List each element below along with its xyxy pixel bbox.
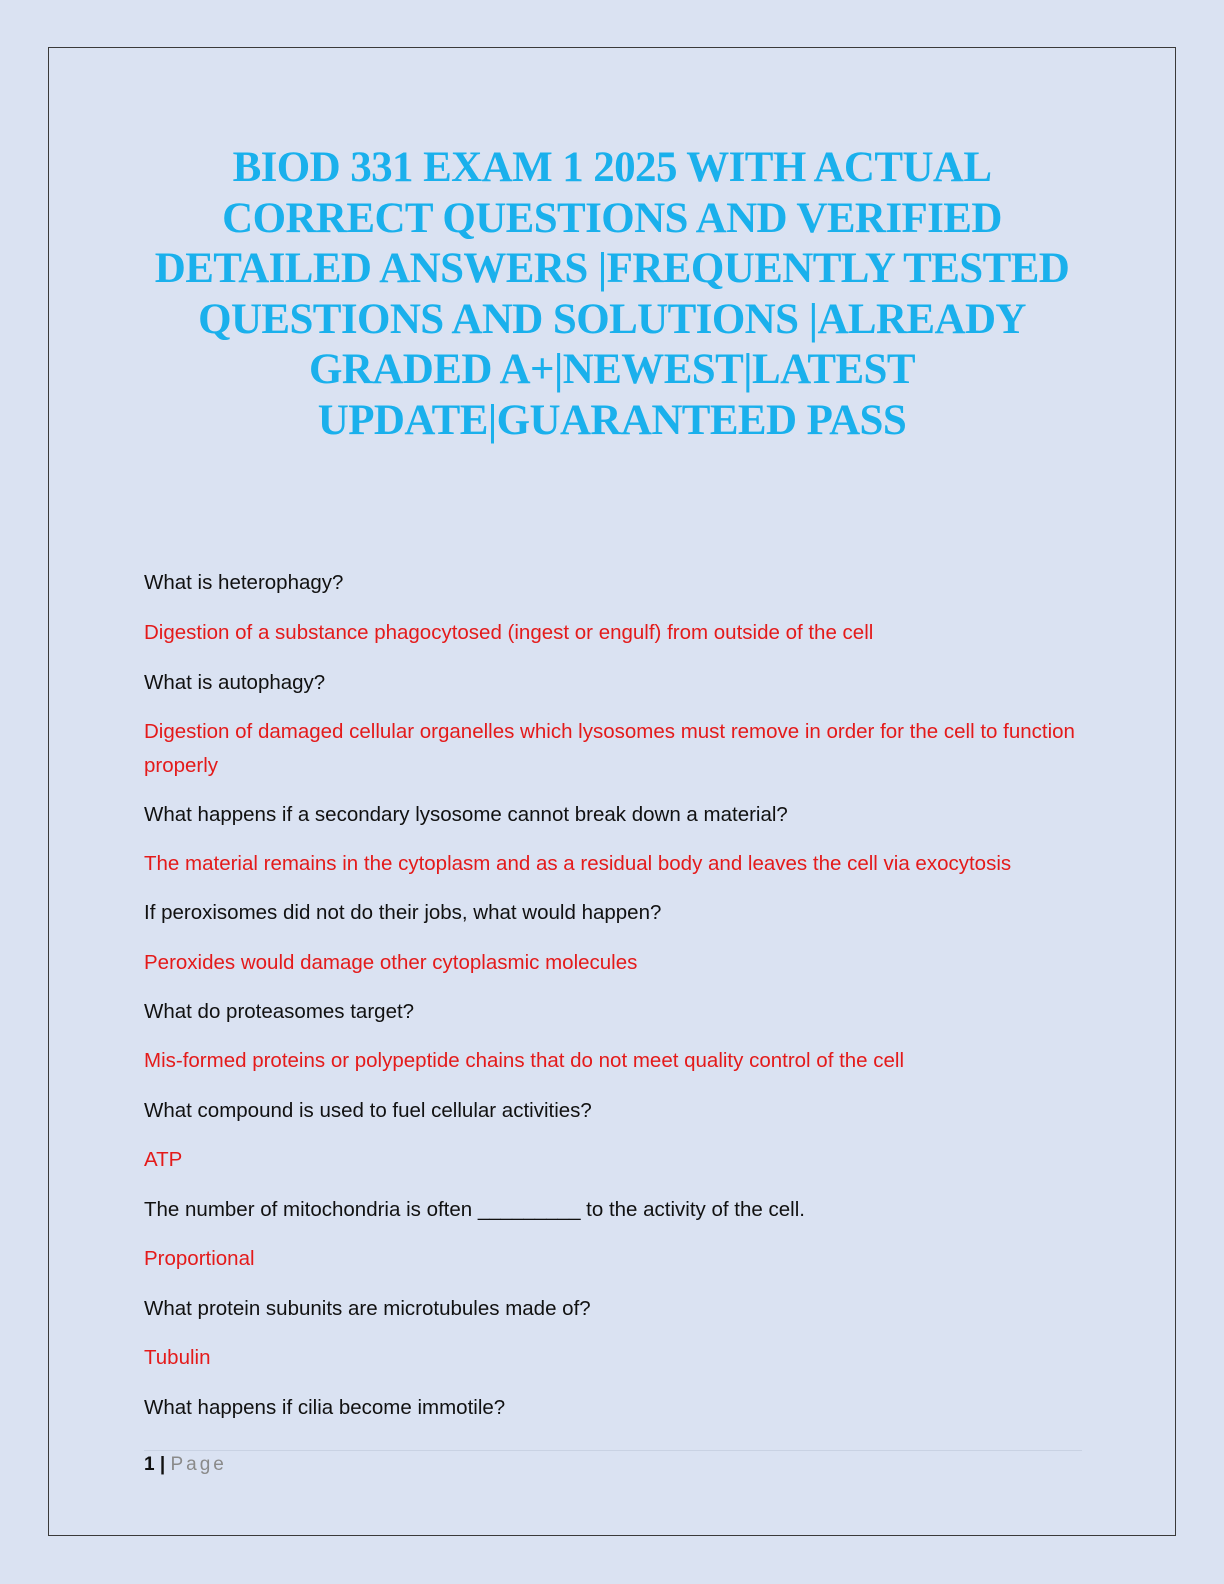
question-1: What is heterophagy? <box>144 571 344 594</box>
answer-7: Proportional <box>144 1247 255 1270</box>
answer-2: Digestion of damaged cellular organelles which lysosomes must remove in order for the cell to function properly <box>144 720 1075 777</box>
page-label: Page <box>170 1454 227 1475</box>
answer-4: Peroxides would damage other cytoplasmic molecules <box>144 951 638 974</box>
question-4: If peroxisomes did not do their jobs, what would happen? <box>144 901 662 924</box>
answer-5: Mis-formed proteins or polypeptide chains that do not meet quality control of the cell <box>144 1049 905 1072</box>
answer-6: ATP <box>144 1148 183 1171</box>
question-7: The number of mitochondria is often _________ to the activity of the cell. <box>144 1198 805 1221</box>
footer-divider <box>144 1450 1082 1451</box>
page-number: 1 <box>144 1454 155 1475</box>
question-9: What happens if cilia become immotile? <box>144 1396 506 1419</box>
answer-8: Tubulin <box>144 1346 211 1369</box>
page-separator: | <box>159 1454 166 1475</box>
document-title: BIOD 331 EXAM 1 2025 WITH ACTUAL CORRECT QUESTIONS AND VERIFIED DETAILED ANSWERS |FREQUENTLY TESTED QUESTIONS AND SOLUTIONS |ALREADY GRADED A+|NEWEST|LATEST UPDATE|GUARANTEED PASS <box>154 144 1070 444</box>
question-3: What happens if a secondary lysosome cannot break down a material? <box>144 803 788 826</box>
answer-3: The material remains in the cytoplasm and as a residual body and leaves the cell via exocytosis <box>144 852 1012 875</box>
question-5: What do proteasomes target? <box>144 1000 415 1023</box>
question-8: What protein subunits are microtubules made of? <box>144 1297 591 1320</box>
question-2: What is autophagy? <box>144 671 326 694</box>
question-6: What compound is used to fuel cellular activities? <box>144 1099 592 1122</box>
page-footer <box>144 1452 227 1478</box>
answer-1: Digestion of a substance phagocytosed (ingest or engulf) from outside of the cell <box>144 621 874 644</box>
